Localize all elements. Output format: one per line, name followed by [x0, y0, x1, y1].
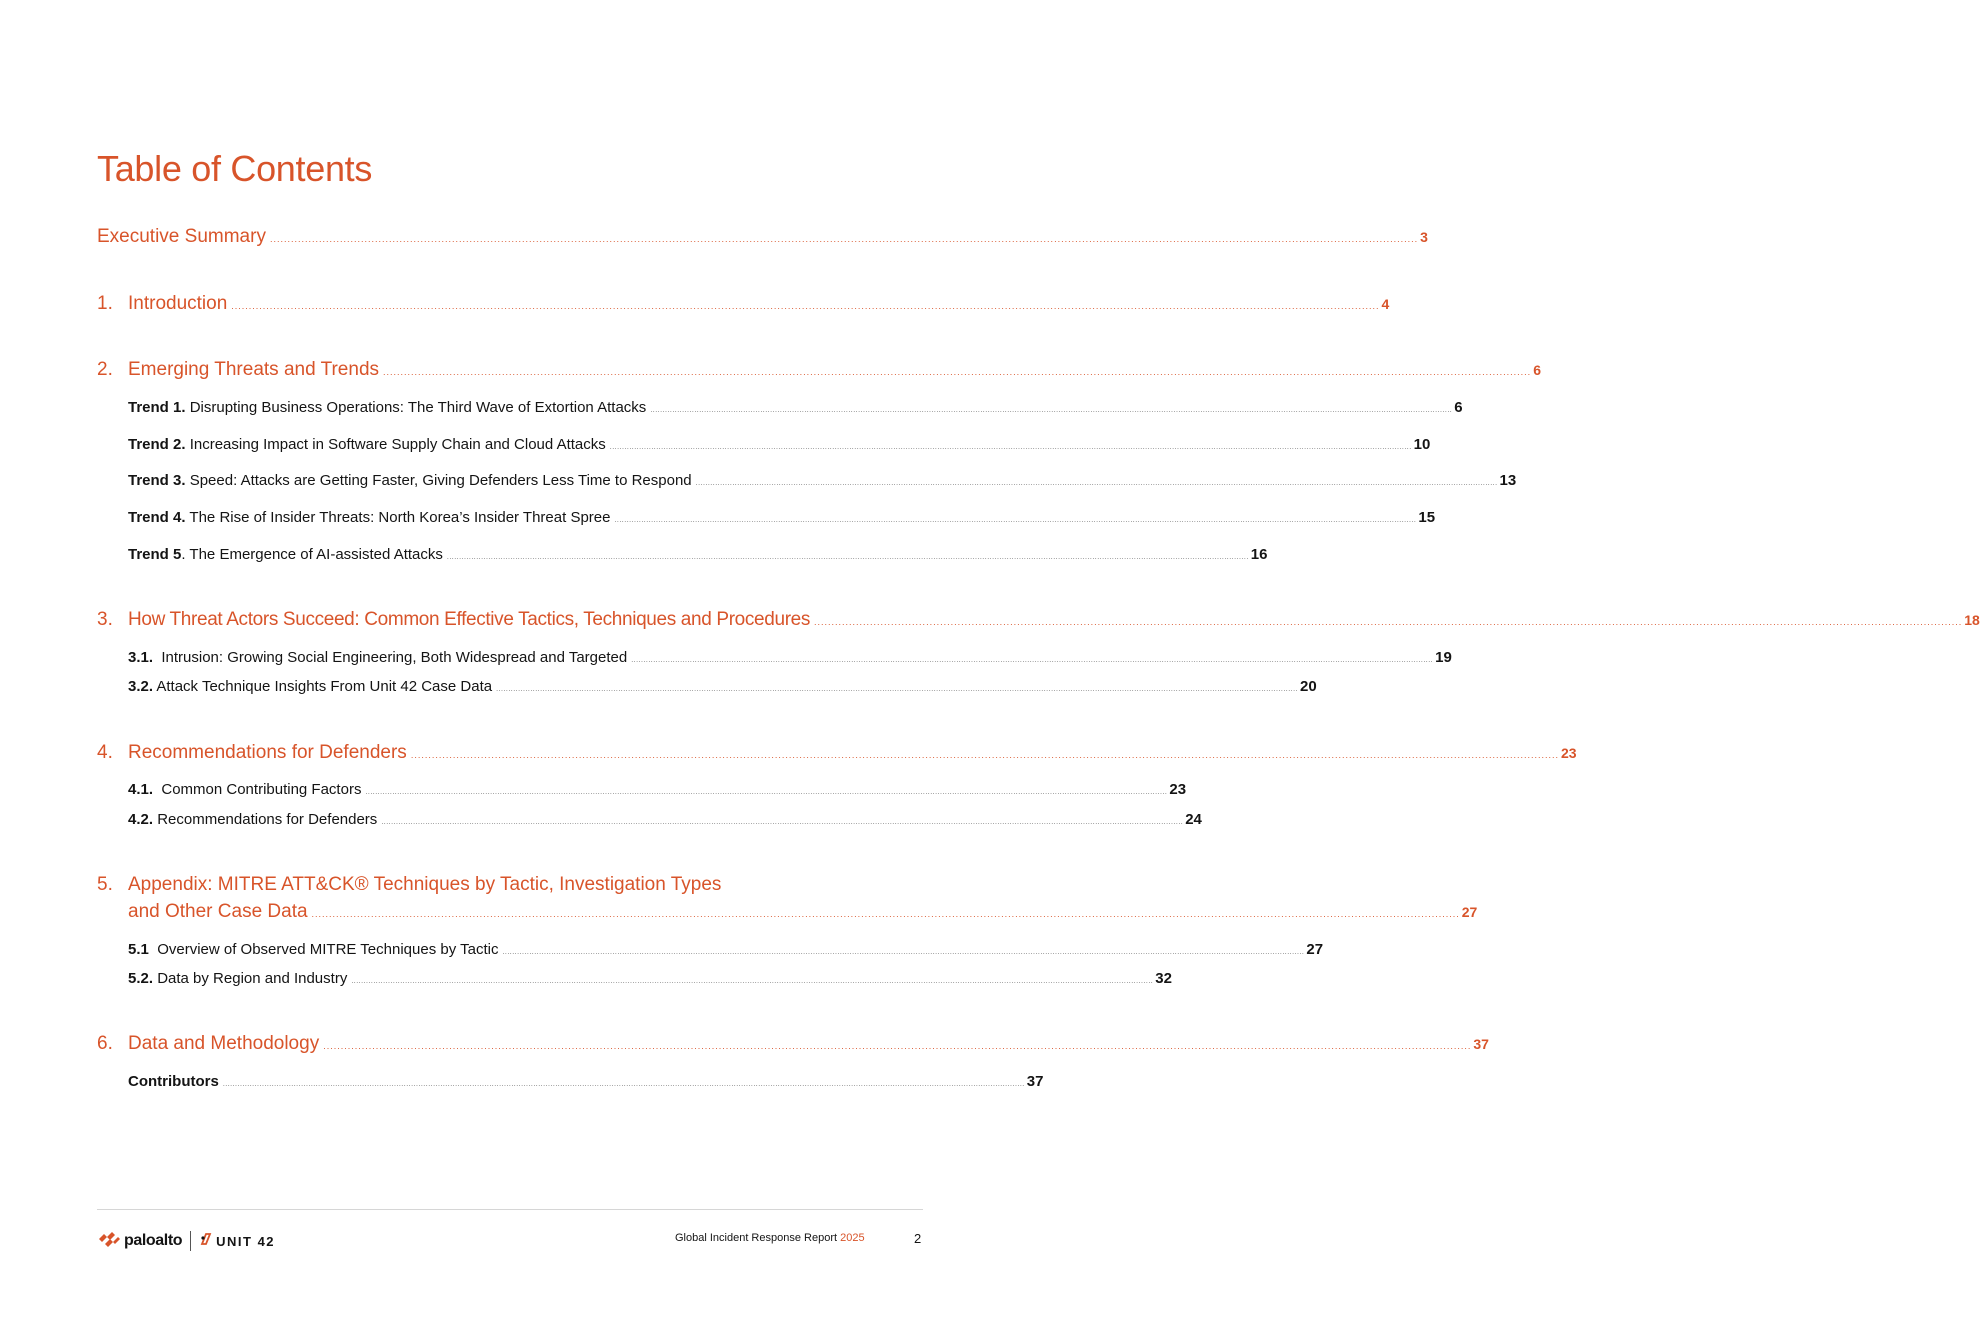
unit42-logo-icon [199, 1232, 213, 1251]
toc-entry-4-1[interactable] [128, 781, 1187, 798]
leader-dots: ........................................................................................................................................................................................................................................................................................................................................ [231, 301, 1380, 311]
toc-entry-trend-2[interactable] [128, 436, 1431, 453]
toc-entry-5-1[interactable] [128, 941, 1324, 958]
toc-prefix: 3.2. [128, 678, 154, 695]
toc-prefix: 5.1 [128, 941, 149, 958]
toc-entry-3-1[interactable] [128, 649, 1452, 666]
toc-entry-executive-summary[interactable] [97, 226, 1428, 248]
report-name: Global Incident Response Report [675, 1232, 841, 1244]
toc-page: 19 [1435, 649, 1452, 666]
toc-entry-data-methodology[interactable] [97, 1033, 1489, 1055]
toc-prefix: 3.1. [128, 649, 154, 666]
toc-entry-contributors[interactable] [128, 1073, 1044, 1090]
toc-page: 13 [1499, 472, 1517, 489]
toc-prefix: 4.1. [128, 781, 154, 798]
toc-page: 32 [1155, 970, 1172, 987]
page-title: Table of Contents [97, 148, 373, 189]
toc-label: Disrupting Business Operations: The Third Wave of Extortion Attacks [185, 399, 647, 416]
toc-page: 15 [1418, 509, 1436, 526]
toc-prefix: 4.2. [128, 811, 154, 828]
leader-dots: ........................................................................................................................................................................................................................................................................................................................................ [446, 554, 1249, 561]
leader-dots: ........................................................................................................................................................................................................................................................................................................................................ [381, 819, 1184, 826]
toc-number: 3. [97, 609, 113, 630]
toc-label: Overview of Observed MITRE Techniques by Tactic [148, 941, 499, 958]
leader-dots: ........................................................................................................................................................................................................................................................................................................................................ [269, 234, 1419, 244]
leader-dots: ........................................................................................................................................................................................................................................................................................................................................ [323, 1041, 1472, 1051]
leader-dots: ........................................................................................................................................................................................................................................................................................................................................ [383, 367, 1532, 377]
toc-page: 27 [1306, 941, 1324, 958]
toc-label: Data by Region and Industry [153, 970, 348, 987]
logo-separator [190, 1231, 191, 1251]
toc-label: Attack Technique Insights From Unit 42 Case Data [153, 678, 493, 695]
leader-dots: ........................................................................................................................................................................................................................................................................................................................................ [496, 686, 1298, 693]
toc-page: 37 [1473, 1036, 1489, 1052]
paloalto-logo-icon [98, 1231, 120, 1252]
report-year: 2025 [840, 1232, 865, 1244]
toc-prefix: Trend 5 [128, 546, 182, 563]
toc-number: 4. [97, 742, 113, 763]
leader-dots: ........................................................................................................................................................................................................................................................................................................................................ [222, 1081, 1025, 1088]
toc-page: 3 [1420, 229, 1428, 245]
toc-label-continued: and Other Case Data [128, 901, 308, 922]
toc-page: 24 [1185, 811, 1202, 828]
toc-page: 4 [1381, 296, 1390, 312]
toc-label: Speed: Attacks are Getting Faster, Giving Defenders Less Time to Respond [185, 472, 692, 489]
toc-page: 18 [1964, 612, 1980, 628]
toc-number: 2. [97, 359, 113, 380]
toc-label: Recommendations for Defenders [128, 742, 407, 763]
toc-number: 1. [97, 293, 113, 314]
toc-page: 23 [1560, 745, 1577, 761]
toc-label: . The Emergence of AI-assisted Attacks [181, 546, 443, 563]
leader-dots: ........................................................................................................................................................................................................................................................................................................................................ [609, 444, 1412, 451]
toc-entry-trend-5[interactable] [128, 546, 1268, 563]
leader-dots: ........................................................................................................................................................................................................................................................................................................................................ [614, 517, 1417, 524]
leader-dots: ........................................................................................................................................................................................................................................................................................................................................ [814, 617, 1963, 627]
leader-dots: ........................................................................................................................................................................................................................................................................................................................................ [650, 407, 1453, 414]
toc-entry-appendix-line1[interactable] [97, 874, 915, 896]
toc-number: 6. [97, 1033, 113, 1054]
toc-label: Data and Methodology [128, 1033, 320, 1054]
leader-dots: ........................................................................................................................................................................................................................................................................................................................................ [311, 909, 1460, 919]
toc-page: 20 [1300, 678, 1317, 695]
toc-entry-5-2[interactable] [128, 970, 1172, 987]
toc-page: 16 [1250, 546, 1268, 563]
toc-page: 23 [1169, 781, 1187, 798]
toc-label: Intrusion: Growing Social Engineering, Both Widespread and Targeted [153, 649, 628, 666]
toc-entry-introduction[interactable] [97, 293, 1390, 315]
toc-label: Emerging Threats and Trends [128, 359, 380, 380]
leader-dots: ........................................................................................................................................................................................................................................................................................................................................ [631, 657, 1434, 664]
leader-dots: ........................................................................................................................................................................................................................................................................................................................................ [365, 789, 1168, 796]
toc-entry-appendix-line2[interactable] [128, 901, 1478, 923]
toc-entry-4-2[interactable] [128, 811, 1202, 828]
toc-number: 5. [97, 874, 113, 895]
toc-entry-emerging-threats[interactable] [97, 359, 1541, 381]
leader-dots: ........................................................................................................................................................................................................................................................................................................................................ [502, 949, 1305, 956]
unit-name: UNIT 42 [216, 1233, 276, 1249]
toc-prefix: Trend 2. [128, 436, 186, 453]
toc-label: Introduction [128, 293, 228, 314]
brand-logo [98, 1230, 275, 1252]
toc-label: Common Contributing Factors [153, 781, 362, 798]
page-number: 2 [914, 1231, 922, 1246]
leader-dots: ........................................................................................................................................................................................................................................................................................................................................ [351, 978, 1154, 985]
toc-prefix: Contributors [128, 1073, 219, 1090]
toc-entry-3-2[interactable] [128, 678, 1317, 695]
brand-name: paloalto [124, 1232, 183, 1249]
toc-page: 6 [1454, 399, 1463, 416]
toc-entry-trend-4[interactable] [128, 509, 1436, 526]
report-title [675, 1232, 865, 1244]
toc-entry-threat-actors[interactable] [97, 609, 1980, 631]
toc-page: 27 [1461, 904, 1478, 920]
toc-page: 6 [1533, 362, 1541, 378]
leader-dots: ........................................................................................................................................................................................................................................................................................................................................ [695, 480, 1498, 487]
toc-entry-trend-3[interactable] [128, 472, 1517, 489]
toc-prefix: Trend 3. [128, 472, 186, 489]
toc-page: 37 [1026, 1073, 1044, 1090]
toc-label: Recommendations for Defenders [153, 811, 378, 828]
toc-prefix: 5.2. [128, 970, 154, 987]
toc-entry-recommendations[interactable] [97, 742, 1577, 764]
toc-label: How Threat Actors Succeed: Common Effective Tactics, Techniques and Procedures [128, 609, 811, 630]
leader-dots: ........................................................................................................................................................................................................................................................................................................................................ [410, 750, 1559, 760]
toc-prefix: Trend 4. [128, 509, 186, 526]
toc-label: Executive Summary [97, 226, 266, 247]
toc-prefix: Trend 1. [128, 399, 186, 416]
toc-entry-trend-1[interactable] [128, 399, 1463, 416]
footer-divider [97, 1209, 923, 1210]
toc-label: Appendix: MITRE ATT&CK® Techniques by Tactic, Investigation Types [128, 874, 722, 895]
toc-label: The Rise of Insider Threats: North Korea’s Insider Threat Spree [185, 509, 611, 526]
toc-page: 10 [1413, 436, 1431, 453]
toc-label: Increasing Impact in Software Supply Chain and Cloud Attacks [185, 436, 606, 453]
